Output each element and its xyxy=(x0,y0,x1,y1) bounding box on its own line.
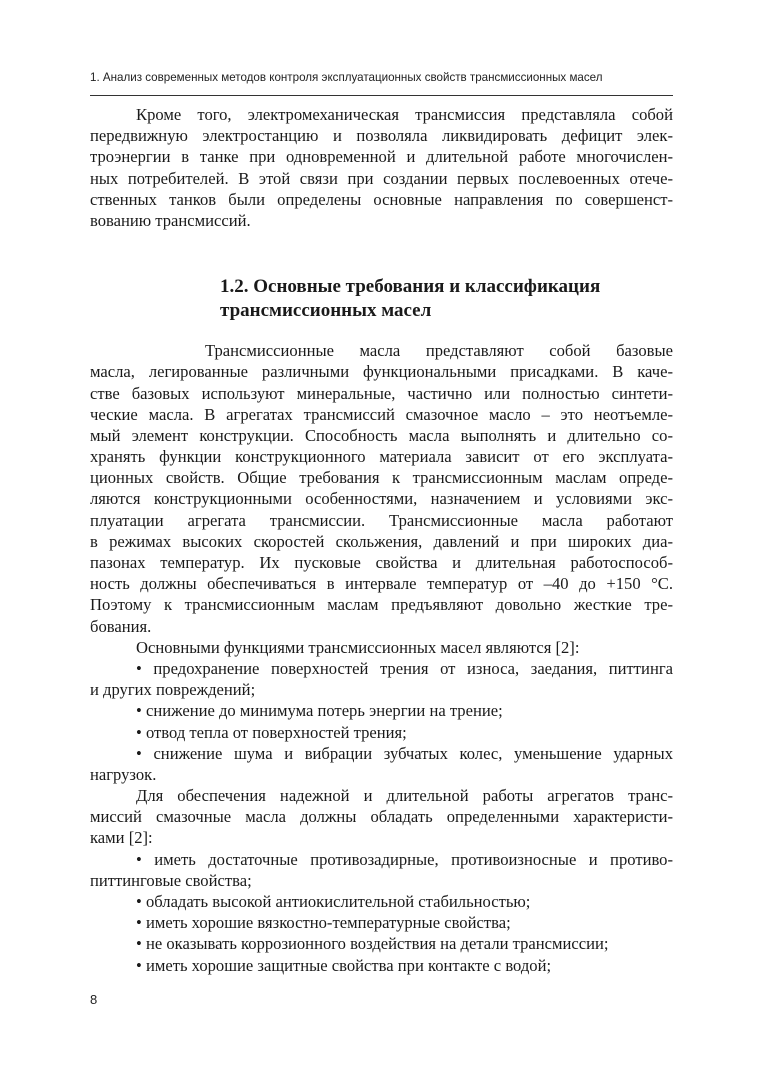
functions-list xyxy=(90,658,673,785)
page-body xyxy=(90,104,673,976)
text-line: ками [2]: xyxy=(90,828,153,848)
page-number: 8 xyxy=(90,992,98,1007)
paragraph-requirements-intro xyxy=(90,785,673,849)
text-line: стве базовых используют минеральные, частично или полностью синтети- xyxy=(90,383,673,403)
running-header: 1. Анализ современных методов контроля эксплуатационных свойств трансмиссионных масел xyxy=(90,71,603,84)
list-item-continuation: питтинговые свойства; xyxy=(90,870,252,890)
list-item-continuation: нагрузок. xyxy=(90,764,157,784)
list-item: • не оказывать коррозионного воздействия на детали трансмиссии; xyxy=(136,934,609,954)
paragraph-oil-definition xyxy=(90,340,673,637)
list-item: • снижение до минимума потерь энергии на трение; xyxy=(136,701,503,721)
text-line: Поэтому к трансмиссионным маслам предъявляют довольно жесткие тре- xyxy=(90,595,673,615)
intro-paragraph xyxy=(90,104,673,231)
text-line: ственных танков были определены основные направления по совершенст- xyxy=(90,189,673,209)
list-item-continuation: и других повреждений; xyxy=(90,680,256,700)
text-line: хранять функции конструкционного материала зависит от его эксплуата- xyxy=(90,447,673,467)
text-line: масла, легированные различными функциональными присадками. В каче- xyxy=(90,362,673,382)
requirements-list xyxy=(90,849,673,976)
list-item: • снижение шума и вибрации зубчатых колес, уменьшение ударных xyxy=(136,743,673,763)
section-heading-line: трансмиссионных масел xyxy=(220,300,432,322)
functions-intro: Основными функциями трансмиссионных масел являются [2]: xyxy=(136,637,580,657)
list-item: • иметь достаточные противозадирные, противоизносные и противо- xyxy=(136,849,673,869)
text-line: ляются конструкционными особенностями, назначением и условиями экс- xyxy=(90,489,673,509)
text-line: бования. xyxy=(90,616,152,636)
text-line: миссий смазочные масла должны обладать определенными характеристи- xyxy=(90,807,673,827)
text-line: ционных свойств. Общие требования к трансмиссионным маслам опреде- xyxy=(90,468,673,488)
text-line: мый элемент конструкции. Способность масла выполнять и длительно со- xyxy=(90,425,673,445)
text-line: Кроме того, электромеханическая трансмиссия представляла собой xyxy=(136,105,673,124)
text-line: ческие масла. В агрегатах трансмиссий смазочное масло – это неотъемле- xyxy=(90,404,673,424)
list-item: • отвод тепла от поверхностей трения; xyxy=(136,722,407,742)
text-line: Для обеспечения надежной и длительной работы агрегатов транс- xyxy=(136,786,673,806)
list-item: • обладать высокой антиокислительной стабильностью; xyxy=(136,892,531,911)
text-line: пазонах температур. Их пусковые свойства и длительная работоспособ- xyxy=(90,553,673,572)
text-line: ных потребителей. В этой связи при создании первых послевоенных отече- xyxy=(90,168,673,188)
section-heading-line: 1.2. Основные требования и классификация xyxy=(220,276,601,298)
list-item: • иметь хорошие защитные свойства при контакте с водой; xyxy=(136,955,552,975)
header-divider xyxy=(90,95,673,96)
text-line: передвижную электростанцию и позволяла ликвидировать дефицит элек- xyxy=(90,126,673,146)
text-line: ность должны обеспечиваться в интервале температур от –40 до +150 °С. xyxy=(90,574,673,594)
text-line: Трансмиссионные масла представляют собой базовые xyxy=(205,341,673,361)
list-item: • предохранение поверхностей трения от износа, заедания, питтинга xyxy=(136,658,673,678)
text-line: вованию трансмиссий. xyxy=(90,210,251,230)
text-line: троэнергии в танке при одновременной и длительной работе многочислен- xyxy=(90,147,673,167)
section-heading xyxy=(90,275,673,323)
text-line: в режимах высоких скоростей скольжения, давлений и при широких диа- xyxy=(90,531,673,551)
text-line: плуатации агрегата трансмиссии. Трансмиссионные масла работают xyxy=(90,510,673,530)
list-item: • иметь хорошие вязкостно-температурные свойства; xyxy=(136,913,511,933)
